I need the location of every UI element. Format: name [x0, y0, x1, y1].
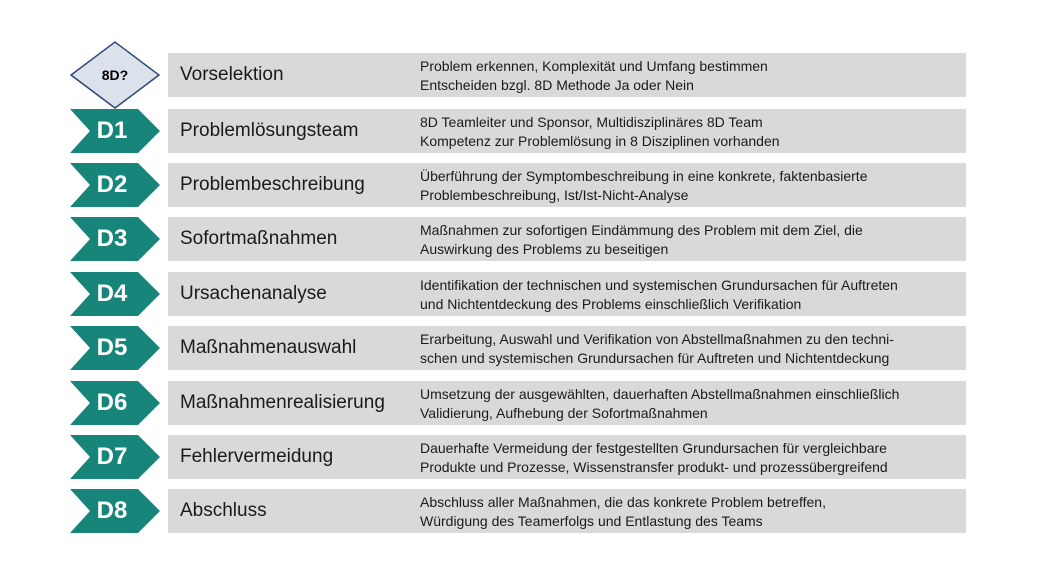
description-line: und Nichtentdeckung des Problems einschließlich Verifikation [420, 296, 802, 312]
step-tag-label: D7 [96, 443, 128, 470]
step-row-d3 [0, 217, 1040, 261]
step-chevron [70, 435, 160, 479]
step-bar [168, 489, 966, 533]
step-tag-label: D1 [96, 117, 128, 144]
step-bar [168, 217, 966, 261]
description-line: Überführung der Symptombeschreibung in eine konkrete, faktenbasierte [420, 168, 868, 184]
description-line: Maßnahmen zur sofortigen Eindämmung des Problem mit dem Ziel, die [420, 222, 863, 238]
description-line: 8D Teamleiter und Sponsor, Multidisziplinäres 8D Team [420, 114, 763, 130]
step-tag-label: D6 [96, 389, 128, 416]
step-bar [168, 53, 966, 97]
step-description [420, 276, 960, 314]
description-line: Identifikation der technischen und systemischen Grundursachen für Auftreten [420, 277, 898, 293]
step-chevron [70, 217, 160, 261]
step-description [420, 57, 960, 95]
step-chevron [70, 109, 160, 153]
step-tag-label: D5 [96, 334, 128, 361]
step-description [420, 385, 960, 423]
step-chevron [70, 489, 160, 533]
description-line: schen und systemischen Grundursachen für Auftreten und Nichtentdeckung [420, 350, 890, 366]
step-title: Problemlösungsteam [180, 120, 359, 141]
step-chevron [70, 326, 160, 370]
step-tag-label: D4 [96, 280, 128, 307]
description-line: Problembeschreibung, Ist/Ist-Nicht-Analyse [420, 187, 689, 203]
step-row-d4 [0, 272, 1040, 316]
description-line: Abschluss aller Maßnahmen, die das konkrete Problem betreffen, [420, 494, 826, 510]
step-description [420, 113, 960, 151]
step-title: Ursachenanalyse [180, 283, 327, 304]
step-row-0-bar [0, 53, 1040, 97]
step-bar [168, 163, 966, 207]
description-line: Validierung, Aufhebung der Sofortmaßnahmen [420, 405, 708, 421]
step-title: Maßnahmenauswahl [180, 337, 357, 358]
step-description [420, 493, 960, 531]
step-chevron [70, 163, 160, 207]
step-bar [168, 272, 966, 316]
description-line: Auswirkung des Problems zu beseitigen [420, 241, 669, 257]
step-description [420, 439, 960, 477]
step-tag-label: 8D? [101, 67, 129, 83]
description-line: Erarbeitung, Auswahl und Verifikation von Abstellmaßnahmen zu den techni- [420, 331, 894, 347]
step-title: Sofortmaßnahmen [180, 228, 338, 249]
step-chevron [70, 381, 160, 425]
step-row-d5 [0, 326, 1040, 370]
step-title: Problembeschreibung [180, 174, 365, 195]
step-tag-label: D2 [96, 171, 128, 198]
step-row-d2 [0, 163, 1040, 207]
step-chevron [70, 272, 160, 316]
step-row-d1 [0, 109, 1040, 153]
step-description [420, 221, 960, 259]
step-row-d8 [0, 489, 1040, 533]
step-tag-label: D8 [96, 497, 128, 524]
description-line: Umsetzung der ausgewählten, dauerhaften Abstellmaßnahmen einschließlich [420, 386, 900, 402]
step-title: Maßnahmenrealisierung [180, 392, 385, 413]
step-tag-label: D3 [96, 225, 128, 252]
step-bar [168, 109, 966, 153]
step-description [420, 330, 960, 368]
description-line: Kompetenz zur Problemlösung in 8 Disziplinen vorhanden [420, 133, 780, 149]
step-bar [168, 326, 966, 370]
step-title: Vorselektion [180, 64, 284, 85]
description-line: Entscheiden bzgl. 8D Methode Ja oder Nein [420, 77, 694, 93]
step-title: Abschluss [180, 500, 267, 521]
description-line: Würdigung des Teamerfolgs und Entlastung des Teams [420, 513, 763, 529]
step-title: Fehlervermeidung [180, 446, 334, 467]
step-bar [168, 435, 966, 479]
step-row-d6 [0, 381, 1040, 425]
step-bar [168, 381, 966, 425]
description-line: Produkte und Prozesse, Wissenstransfer produkt- und prozessübergreifend [420, 459, 888, 475]
step-row-d7 [0, 435, 1040, 479]
description-line: Dauerhafte Vermeidung der festgestellten Grundursachen für vergleichbare [420, 440, 887, 456]
step-description [420, 167, 960, 205]
description-line: Problem erkennen, Komplexität und Umfang bestimmen [420, 58, 768, 74]
